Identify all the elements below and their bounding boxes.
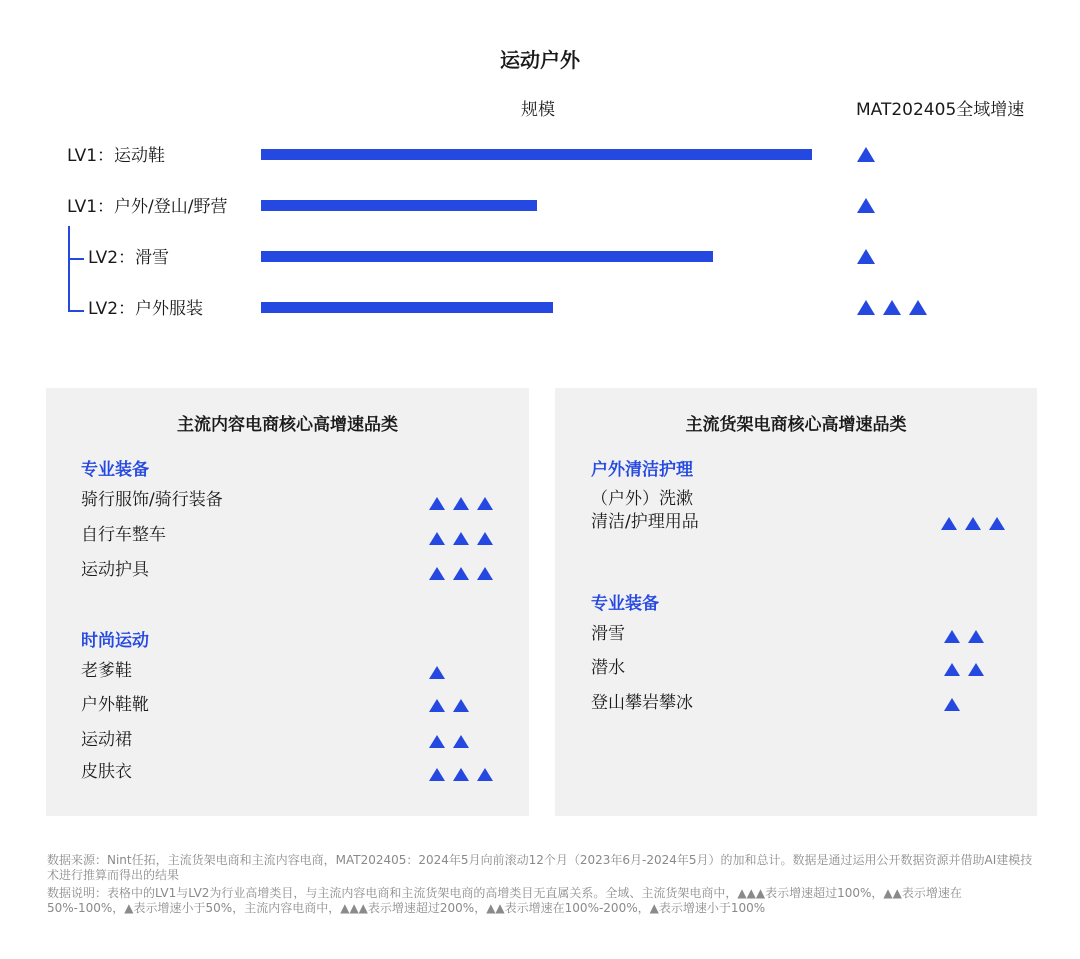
- bar: [261, 251, 713, 262]
- panel-title: 主流货架电商核心高增速品类: [685, 415, 907, 435]
- bar: [261, 200, 537, 211]
- growth-indicator: [944, 663, 984, 676]
- triangle-up-icon: [429, 497, 445, 510]
- list-item: 运动裙: [81, 730, 132, 750]
- category-heading: 户外清洁护理: [591, 460, 693, 480]
- growth-indicator: [944, 630, 984, 643]
- triangle-up-icon: [477, 567, 493, 580]
- growth-indicator: [429, 567, 493, 580]
- category-heading: 时尚运动: [81, 631, 149, 651]
- growth-indicator: [857, 249, 875, 264]
- list-item: 滑雪: [591, 624, 625, 644]
- list-item: 户外鞋靴: [81, 695, 149, 715]
- list-item: 骑行服饰/骑行装备: [81, 490, 223, 510]
- triangle-up-icon: [944, 630, 960, 643]
- triangle-up-icon: [429, 768, 445, 781]
- list-item: 自行车整车: [81, 525, 166, 545]
- triangle-up-icon: [857, 249, 875, 264]
- triangle-up-icon: [453, 567, 469, 580]
- growth-indicator: [429, 735, 469, 748]
- shelf-ecommerce-panel: [555, 388, 1037, 816]
- category-heading: 专业装备: [591, 594, 659, 614]
- tree-connector-vertical: [68, 226, 70, 312]
- triangle-up-icon: [857, 147, 875, 162]
- panel-title: 主流内容电商核心高增速品类: [177, 415, 398, 435]
- list-item: 登山攀岩攀冰: [591, 693, 693, 713]
- triangle-up-icon: [453, 497, 469, 510]
- category-label: LV2：户外服装: [88, 299, 204, 319]
- list-item: 潜水: [591, 658, 625, 678]
- list-item: 清洁/护理用品: [591, 512, 699, 532]
- growth-indicator: [429, 699, 469, 712]
- list-item: 老爹鞋: [81, 661, 132, 681]
- bar: [261, 149, 812, 160]
- list-item: 皮肤衣: [81, 762, 132, 782]
- growth-indicator: [857, 147, 875, 162]
- scale-header: 规模: [521, 100, 555, 120]
- triangle-up-icon: [429, 532, 445, 545]
- triangle-up-icon: [429, 699, 445, 712]
- triangle-up-icon: [944, 698, 960, 711]
- list-item: （户外）洗漱: [591, 489, 693, 509]
- growth-indicator: [857, 198, 875, 213]
- triangle-up-icon: [909, 300, 927, 315]
- growth-indicator: [429, 666, 445, 679]
- triangle-up-icon: [429, 735, 445, 748]
- triangle-up-icon: [453, 532, 469, 545]
- category-label: LV1：运动鞋: [67, 146, 166, 166]
- growth-header: MAT202405全域增速: [856, 100, 1025, 120]
- footnote-source: 数据来源：Nint任拓，主流货架电商和主流内容电商，MAT202405：2024年5月向前滚动12个月（2023年6月-2024年5月）的加和总计。数据是通过运用公开数据资源并借助AI建模技术进行推算而得出的结果: [47, 853, 1033, 882]
- triangle-up-icon: [965, 517, 981, 530]
- bar: [261, 302, 553, 313]
- category-label: LV1：户外/登山/野营: [67, 197, 228, 217]
- tree-connector-branch: [68, 258, 84, 260]
- content-ecommerce-panel: [46, 388, 529, 816]
- growth-indicator: [429, 532, 493, 545]
- triangle-up-icon: [477, 497, 493, 510]
- growth-indicator: [429, 497, 493, 510]
- triangle-up-icon: [453, 768, 469, 781]
- triangle-up-icon: [968, 630, 984, 643]
- triangle-up-icon: [857, 198, 875, 213]
- triangle-up-icon: [453, 699, 469, 712]
- list-item: 运动护具: [81, 560, 149, 580]
- triangle-up-icon: [968, 663, 984, 676]
- page-title: 运动户外: [500, 48, 580, 72]
- growth-indicator: [941, 517, 1005, 530]
- triangle-up-icon: [477, 768, 493, 781]
- growth-indicator: [429, 768, 493, 781]
- category-label: LV2：滑雪: [88, 248, 170, 268]
- triangle-up-icon: [857, 300, 875, 315]
- tree-connector-branch: [68, 310, 84, 312]
- triangle-up-icon: [883, 300, 901, 315]
- growth-indicator: [944, 698, 960, 711]
- triangle-up-icon: [453, 735, 469, 748]
- triangle-up-icon: [477, 532, 493, 545]
- category-heading: 专业装备: [81, 460, 149, 480]
- triangle-up-icon: [429, 567, 445, 580]
- growth-indicator: [857, 300, 927, 315]
- triangle-up-icon: [989, 517, 1005, 530]
- triangle-up-icon: [429, 666, 445, 679]
- footnote-note: 数据说明：表格中的LV1与LV2为行业高增类目，与主流内容电商和主流货架电商的高增类目无直属关系。全域、主流货架电商中，▲▲▲表示增速超过100%，▲▲表示增速在50%-100%，▲表示增速小于50%，主流内容电商中，▲▲▲表示增速超过200%，▲▲表示增速在100%-200%，▲表示增速小于100%: [47, 886, 962, 915]
- triangle-up-icon: [944, 663, 960, 676]
- triangle-up-icon: [941, 517, 957, 530]
